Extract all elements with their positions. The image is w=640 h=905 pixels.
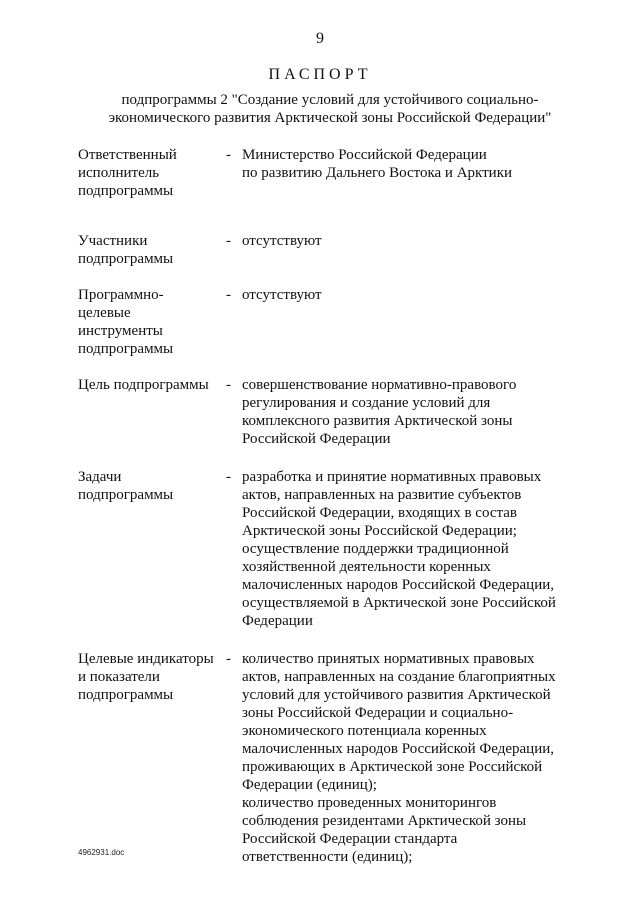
passport-row-responsible-executor [78,146,598,200]
row-value-line: совершенствование нормативно-правового [242,377,517,393]
passport-row-program-instruments [78,286,598,358]
row-label-line: Ответственный [78,147,177,163]
row-value-line: осуществляемой в Арктической зоне Российской [242,595,556,611]
row-value-line: малочисленных народов Российской Федерации, [242,577,555,593]
row-label [78,650,226,866]
row-value [242,376,598,448]
row-label [78,468,226,630]
page-number: 9 [316,30,324,47]
row-value-line: экономического потенциала коренных [242,723,487,739]
row-value-line: отсутствуют [242,233,322,249]
footer-filename: 4962931.doc [78,848,125,857]
row-value [242,650,598,866]
passport-row-target-indicators [78,650,598,866]
row-value-line: количество проведенных мониторингов [242,795,497,811]
row-label [78,286,226,358]
row-value-line: комплексного развития Арктической зоны [242,413,513,429]
row-label-line: исполнитель [78,165,160,181]
row-label-line: подпрограммы [78,487,174,503]
row-value-line: соблюдения резидентами Арктической зоны [242,813,527,829]
passport-row-tasks [78,468,598,630]
row-value-line: осуществление поддержки традиционной [242,541,509,557]
row-value-line: проживающих в Арктической зоне Российской [242,759,543,775]
document-subtitle [60,91,600,127]
subtitle-line: подпрограммы 2 "Создание условий для устойчивого социально- [121,92,539,108]
row-value-line: количество принятых нормативных правовых [242,651,535,667]
row-dash: - [226,287,231,303]
row-label-line: Цель подпрограммы [78,377,209,393]
row-label [78,146,226,200]
row-label-line: инструменты [78,323,163,339]
row-label-line: подпрограммы [78,687,174,703]
row-value-line: Арктической зоны Российской Федерации; [242,523,517,539]
document-title: ПАСПОРТ [268,66,372,83]
row-value-line: регулирования и создание условий для [242,395,491,411]
row-label-line: целевые [78,305,131,321]
row-dash: - [226,377,231,393]
row-value [242,232,598,268]
row-label-line: Участники [78,233,148,249]
row-label-line: Целевые индикаторы [78,651,214,667]
row-value-line: разработка и принятие нормативных правовых [242,469,542,485]
row-value-line: Российской Федерации, входящих в состав [242,505,517,521]
row-value-line: актов, направленных на создание благоприятных [242,669,556,685]
row-label-line: и показатели [78,669,160,685]
row-label-line: подпрограммы [78,251,174,267]
row-label [78,376,226,448]
row-value [242,146,598,200]
passport-row-participants [78,232,598,268]
row-dash: - [226,147,231,163]
row-dash: - [226,651,231,667]
row-label-line: подпрограммы [78,341,174,357]
row-value-line: условий для устойчивого развития Арктической [242,687,551,703]
row-value-line: зоны Российской Федерации и социально- [242,705,514,721]
row-label [78,232,226,268]
row-value-line: хозяйственной деятельности коренных [242,559,491,575]
row-value-line: Федерации (единиц); [242,777,377,793]
row-value-line: Российской Федерации стандарта [242,831,458,847]
row-value-line: по развитию Дальнего Востока и Арктики [242,165,513,181]
row-label-line: Программно- [78,287,164,303]
row-label-line: Задачи [78,469,122,485]
passport-table [78,146,598,866]
row-value-line: отсутствуют [242,287,322,303]
row-value-line: малочисленных народов Российской Федерации, [242,741,555,757]
row-value-line: актов, направленных на развитие субъектов [242,487,522,503]
row-value-line: ответственности (единиц); [242,849,413,865]
row-value [242,286,598,358]
passport-row-goal [78,376,598,448]
row-label-line: подпрограммы [78,183,174,199]
row-value-line: Федерации [242,613,313,629]
row-value-line: Министерство Российской Федерации [242,147,487,163]
row-dash: - [226,469,231,485]
row-value [242,468,598,630]
subtitle-line: экономического развития Арктической зоны Российской Федерации" [108,110,552,126]
row-dash: - [226,233,231,249]
row-value-line: Российской Федерации [242,431,391,447]
